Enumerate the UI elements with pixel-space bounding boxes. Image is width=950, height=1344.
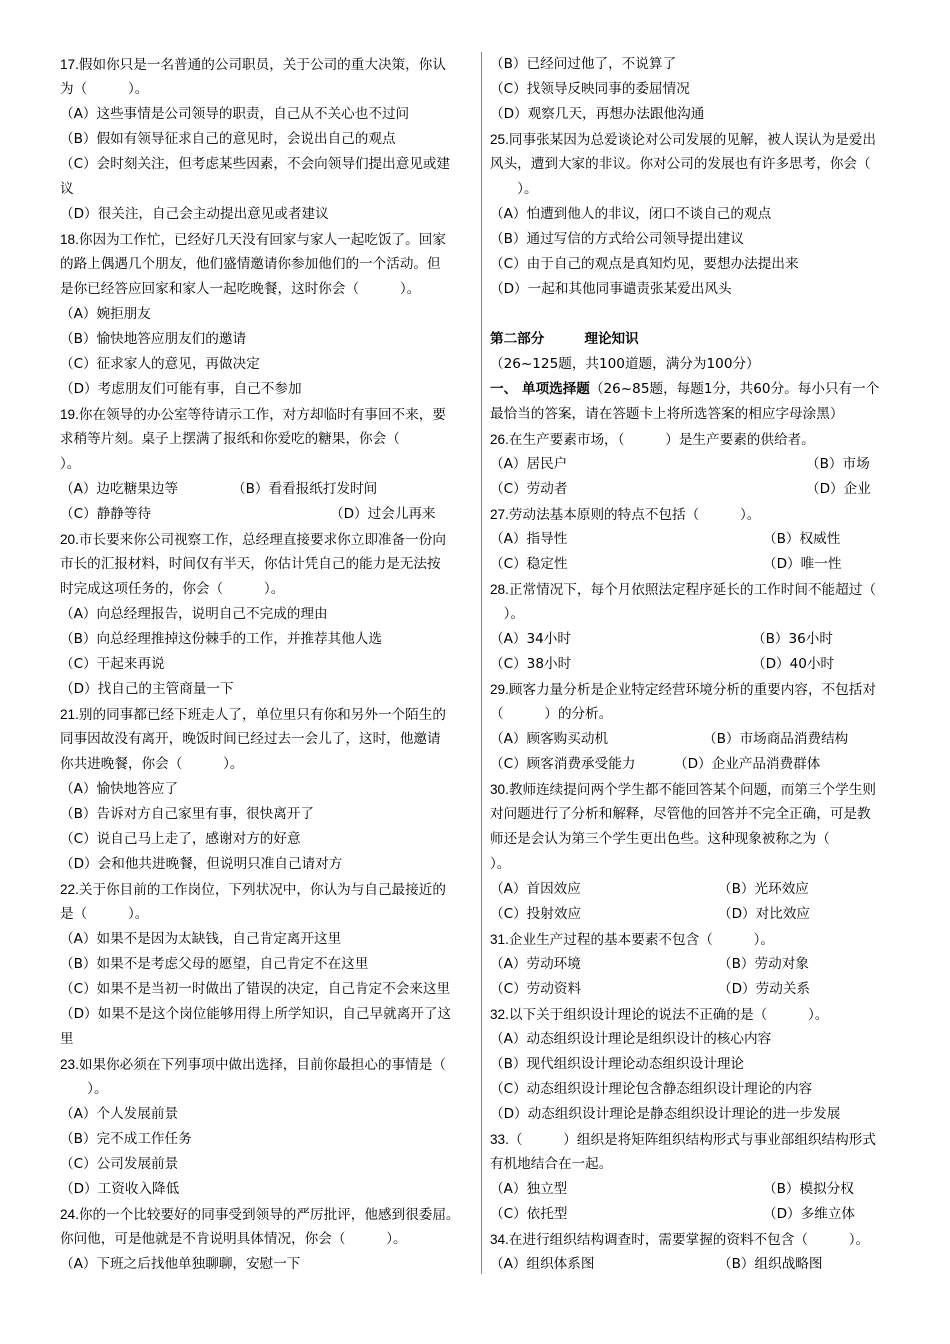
question-number: 31. <box>490 932 509 947</box>
question-number: 32. <box>490 1007 509 1022</box>
question-text: 24.你的一个比较要好的同事受到领导的严厉批评，他感到很委屈。 <box>60 1207 460 1223</box>
option-a: （A）愉快地答应了 <box>60 781 179 797</box>
question-text: 23.如果你必须在下列事项中做出选择，目前你最担心的事情是（ <box>60 1057 446 1073</box>
question-number: 34. <box>490 1232 509 1247</box>
part-two-header <box>490 327 906 427</box>
question-17 <box>60 52 474 227</box>
question-text: 18.你因为工作忙，已经好几天没有回家与家人一起吃饭了。回家 <box>60 232 446 248</box>
option-b: （B）看看报纸打发时间 <box>232 481 378 497</box>
question-text: 市长的汇报材料，时间仅有半天，你估计凭自己的能力是无法按 <box>60 556 441 572</box>
part-title: 第二部分 理论知识 <box>490 331 639 347</box>
question-number: 26. <box>490 432 509 447</box>
question-text: 的路上偶遇几个朋友，他们盛情邀请你参加他们的一个活动。但 <box>60 256 441 272</box>
option-b: （B）向总经理推掉这份棘手的工作，并推荐其他人选 <box>60 631 382 647</box>
option-d: （D）考虑朋友们可能有事，自己不参加 <box>60 381 302 397</box>
option-row <box>490 652 906 677</box>
option-b: （B）市场 <box>806 456 870 472</box>
option-a: （A）居民户 <box>490 456 568 472</box>
option-d: （D）工资收入降低 <box>60 1181 180 1197</box>
question-23 <box>60 1052 474 1202</box>
option-b: （B）通过写信的方式给公司领导提出建议 <box>490 231 745 247</box>
option-d: （D）一起和其他同事谴责张某爱出风头 <box>490 281 732 297</box>
question-text: 师还是会认为第三个学生更出色些。这种现象被称之为（ <box>490 831 830 847</box>
question-text: 33.（ ）组织是将矩阵组织结构形式与事业部组织结构形式 <box>490 1132 876 1148</box>
option-c: （C）动态组织设计理论包含静态组织设计理论的内容 <box>490 1081 813 1097</box>
option-a: （A）怕遭到他人的非议，闭口不谈自己的观点 <box>490 206 772 222</box>
option-d: （D）观察几天，再想办法跟他沟通 <box>490 106 705 122</box>
question-number: 17. <box>60 57 79 72</box>
option-row <box>60 477 474 502</box>
question-30 <box>490 777 906 927</box>
option-a: （A）动态组织设计理论是组织设计的核心内容 <box>490 1031 772 1047</box>
option-d-cont: 里 <box>60 1031 74 1047</box>
option-d: （D）劳动关系 <box>718 981 811 997</box>
question-text: 34.在进行组织结构调查时，需要掌握的资料不包含（ ）。 <box>490 1232 870 1248</box>
option-a: （A）组织体系图 <box>490 1256 595 1272</box>
option-c: （C）劳动者 <box>490 481 568 497</box>
option-d: （D）如果不是这个岗位能够用得上所学知识，自己早就离开了这 <box>60 1006 452 1022</box>
spacer <box>490 302 906 327</box>
option-b: （B）市场商品消费结构 <box>703 731 849 747</box>
question-31 <box>490 927 906 1002</box>
option-row <box>490 1252 906 1277</box>
question-21 <box>60 702 474 877</box>
option-c: （C）静静等待 <box>60 506 152 522</box>
option-b: （B）完不成工作任务 <box>60 1131 192 1147</box>
option-a: （A）首因效应 <box>490 881 581 897</box>
question-text: 22.关于你目前的工作岗位，下列状况中，你认为与自己最接近的 <box>60 882 446 898</box>
option-c: （C）劳动资料 <box>490 981 582 997</box>
option-row <box>490 1177 906 1202</box>
option-b: （B）假如有领导征求自己的意见时，会说出自己的观点 <box>60 131 396 147</box>
question-18 <box>60 227 474 402</box>
option-b: （B）愉快地答应朋友们的邀请 <box>60 331 247 347</box>
option-a: （A）边吃糖果边等 <box>60 481 179 497</box>
question-text: 风头，遭到大家的非议。你对公司的发展也有许多思考，你会（ <box>490 156 871 172</box>
question-number: 29. <box>490 682 509 697</box>
section-instructions: 一、 单项选择题（26~85题，每题1分，共60分。每小只有一个 <box>490 381 880 397</box>
option-row <box>490 627 906 652</box>
option-b: （B）模拟分权 <box>763 1181 854 1197</box>
option-d: （D）会和他共进晚餐，但说明只准自己请对方 <box>60 856 343 872</box>
option-a: （A）向总经理报告，说明自己不完成的理由 <box>60 606 328 622</box>
question-text: 21.别的同事都已经下班走人了，单位里只有你和另外一个陌生的 <box>60 707 446 723</box>
question-20 <box>60 527 474 702</box>
option-a: （A）如果不是因为太缺钱，自己肯定离开这里 <box>60 931 342 947</box>
question-text: 32.以下关于组织设计理论的说法不正确的是（ ）。 <box>490 1007 829 1023</box>
option-d: （D）找自己的主管商量一下 <box>60 681 234 697</box>
question-number: 33. <box>490 1132 509 1147</box>
section-instructions-cont: 最恰当的答案，请在答题卡上将所选答案的相应字母涂黑） <box>490 406 844 422</box>
left-column <box>60 52 474 1277</box>
question-text: 28.正常情况下，每个月依照法定程序延长的工作时间不能超过（ <box>490 582 876 598</box>
question-text: （ ）的分析。 <box>490 706 613 722</box>
question-text: 17.假如你只是一名普通的公司职员，关于公司的重大决策，你认 <box>60 57 446 73</box>
question-28 <box>490 577 906 677</box>
option-c: （C）如果不是当初一时做出了错误的决定，自己肯定不会来这里 <box>60 981 451 997</box>
question-text: 27.劳动法基本原则的特点不包括（ ）。 <box>490 507 761 523</box>
question-number: 24. <box>60 1207 79 1222</box>
option-d: （D）动态组织设计理论是静态组织设计理论的进一步发展 <box>490 1106 841 1122</box>
question-text: 求稍等片刻。桌子上摆满了报纸和你爱吃的糖果，你会（ <box>60 431 400 447</box>
option-row <box>60 502 474 527</box>
question-number: 19. <box>60 407 79 422</box>
right-column <box>490 52 906 1277</box>
question-text: 有机地结合在一起。 <box>490 1156 613 1172</box>
question-text: 为（ ）。 <box>60 81 149 97</box>
option-row <box>490 477 906 502</box>
question-text: 29.顾客力量分析是企业特定经营环境分析的重要内容，不包括对 <box>490 682 876 698</box>
option-c: （C）会时刻关注，但考虑某些因素，不会向领导们提出意见或建 <box>60 156 451 172</box>
option-d: （D）多维立体 <box>763 1206 856 1222</box>
option-c: （C）找领导反映同事的委屈情况 <box>490 81 690 97</box>
question-text: 31.企业生产过程的基本要素不包含（ ）。 <box>490 932 774 948</box>
question-number: 23. <box>60 1057 79 1072</box>
option-b: （B）已经问过他了，不说算了 <box>490 56 677 72</box>
option-a: （A）劳动环境 <box>490 956 581 972</box>
question-number: 25. <box>490 132 509 147</box>
question-text: ）。 <box>490 856 511 872</box>
option-row <box>490 902 906 927</box>
question-text: 26.在生产要素市场，（ ）是生产要素的供给者。 <box>490 432 815 448</box>
option-d: （D）唯一性 <box>763 556 842 572</box>
question-number: 28. <box>490 582 509 597</box>
question-number: 22. <box>60 882 79 897</box>
option-b: （B）如果不是考虑父母的愿望，自己肯定不在这里 <box>60 956 369 972</box>
option-d: （D）40小时 <box>752 656 835 672</box>
question-text: ）。 <box>490 606 524 622</box>
option-a: （A）独立型 <box>490 1181 568 1197</box>
option-d: （D）过会儿再来 <box>330 506 436 522</box>
option-a: （A）34小时 <box>490 631 571 647</box>
option-d: （D）对比效应 <box>718 906 811 922</box>
question-32 <box>490 1002 906 1127</box>
option-row <box>490 527 906 552</box>
question-text: ）。 <box>490 181 538 197</box>
option-c: （C）依托型 <box>490 1206 568 1222</box>
question-number: 30. <box>490 782 509 797</box>
option-row <box>490 977 906 1002</box>
question-33 <box>490 1127 906 1227</box>
option-a: （A）个人发展前景 <box>60 1106 179 1122</box>
question-25 <box>490 127 906 302</box>
option-row <box>490 877 906 902</box>
question-22 <box>60 877 474 1052</box>
option-c: （C）投射效应 <box>490 906 582 922</box>
question-text: 25.同事张某因为总爱谈论对公司发展的见解，被人误认为是爱出 <box>490 132 876 148</box>
option-row <box>490 1202 906 1227</box>
question-24-continued <box>490 52 906 127</box>
question-27 <box>490 502 906 577</box>
option-c: （C）公司发展前景 <box>60 1156 179 1172</box>
option-a: （A）下班之后找他单独聊聊，安慰一下 <box>60 1256 301 1272</box>
question-text: 20.市长要来你公司视察工作，总经理直接要求你立即准备一份向 <box>60 532 446 548</box>
question-text: 19.你在领导的办公室等待请示工作，对方却临时有事回不来，要 <box>60 407 446 423</box>
column-divider <box>481 52 482 1274</box>
option-b: （B）劳动对象 <box>718 956 809 972</box>
part-subtitle: （26~125题，共100道题，满分为100分） <box>490 356 760 372</box>
option-b: （B）现代组织设计理论动态组织设计理论 <box>490 1056 745 1072</box>
option-a: （A）顾客购买动机 <box>490 731 609 747</box>
question-text: 你问他，可是他就是不肯说明具体情况，你会（ ）。 <box>60 1231 407 1247</box>
option-b: （B）光环效应 <box>718 881 809 897</box>
question-text: 时完成这项任务的，你会（ ）。 <box>60 581 285 597</box>
option-row <box>490 727 906 752</box>
option-row <box>490 552 906 577</box>
option-c: （C）稳定性 <box>490 556 568 572</box>
question-34 <box>490 1227 906 1277</box>
option-b: （B）告诉对方自己家里有事，很快离开了 <box>60 806 315 822</box>
option-c: （C）说自己马上走了，感谢对方的好意 <box>60 831 301 847</box>
option-c: （C）38小时 <box>490 656 572 672</box>
option-c: （C）干起来再说 <box>60 656 165 672</box>
option-row <box>490 952 906 977</box>
option-a: （A）这些事情是公司领导的职责，自己从不关心也不过问 <box>60 106 410 122</box>
section-label: 一、 单项选择题 <box>490 381 590 397</box>
question-text: 是（ ）。 <box>60 906 149 922</box>
question-text: 是你已经答应回家和家人一起吃晚餐，这时你会（ ）。 <box>60 281 421 297</box>
option-d: （D）企业 <box>806 481 871 497</box>
option-row <box>490 752 906 777</box>
question-29 <box>490 677 906 777</box>
question-text: 对问题进行了分析和解释，尽管他的回答并不完全正确，可是教 <box>490 806 871 822</box>
question-19 <box>60 402 474 527</box>
question-number: 27. <box>490 507 509 522</box>
option-c: （C）顾客消费承受能力 <box>490 756 636 772</box>
question-text: ）。 <box>60 456 81 472</box>
option-a: （A）婉拒朋友 <box>60 306 151 322</box>
question-number: 20. <box>60 532 79 547</box>
option-c: （C）征求家人的意见，再做决定 <box>60 356 260 372</box>
option-row <box>490 452 906 477</box>
option-d: （D）企业产品消费群体 <box>674 756 821 772</box>
option-d: （D）很关注，自己会主动提出意见或者建议 <box>60 206 329 222</box>
option-b: （B）组织战略图 <box>718 1256 823 1272</box>
option-c: （C）由于自己的观点是真知灼见，要想办法提出来 <box>490 256 799 272</box>
question-24 <box>60 1202 474 1277</box>
option-c-cont: 议 <box>60 181 74 197</box>
question-number: 18. <box>60 232 79 247</box>
option-b: （B）36小时 <box>752 631 833 647</box>
option-a: （A）指导性 <box>490 531 568 547</box>
question-number: 21. <box>60 707 79 722</box>
question-text: 你共进晚餐，你会（ ）。 <box>60 756 244 772</box>
question-26 <box>490 427 906 502</box>
question-text: 同事因故没有离开，晚饭时间已经过去一会儿了，这时，他邀请 <box>60 731 441 747</box>
question-text: 30.教师连续提问两个学生都不能回答某个问题，而第三个学生则 <box>490 782 876 798</box>
question-text: ）。 <box>60 1081 108 1097</box>
option-b: （B）权威性 <box>763 531 841 547</box>
